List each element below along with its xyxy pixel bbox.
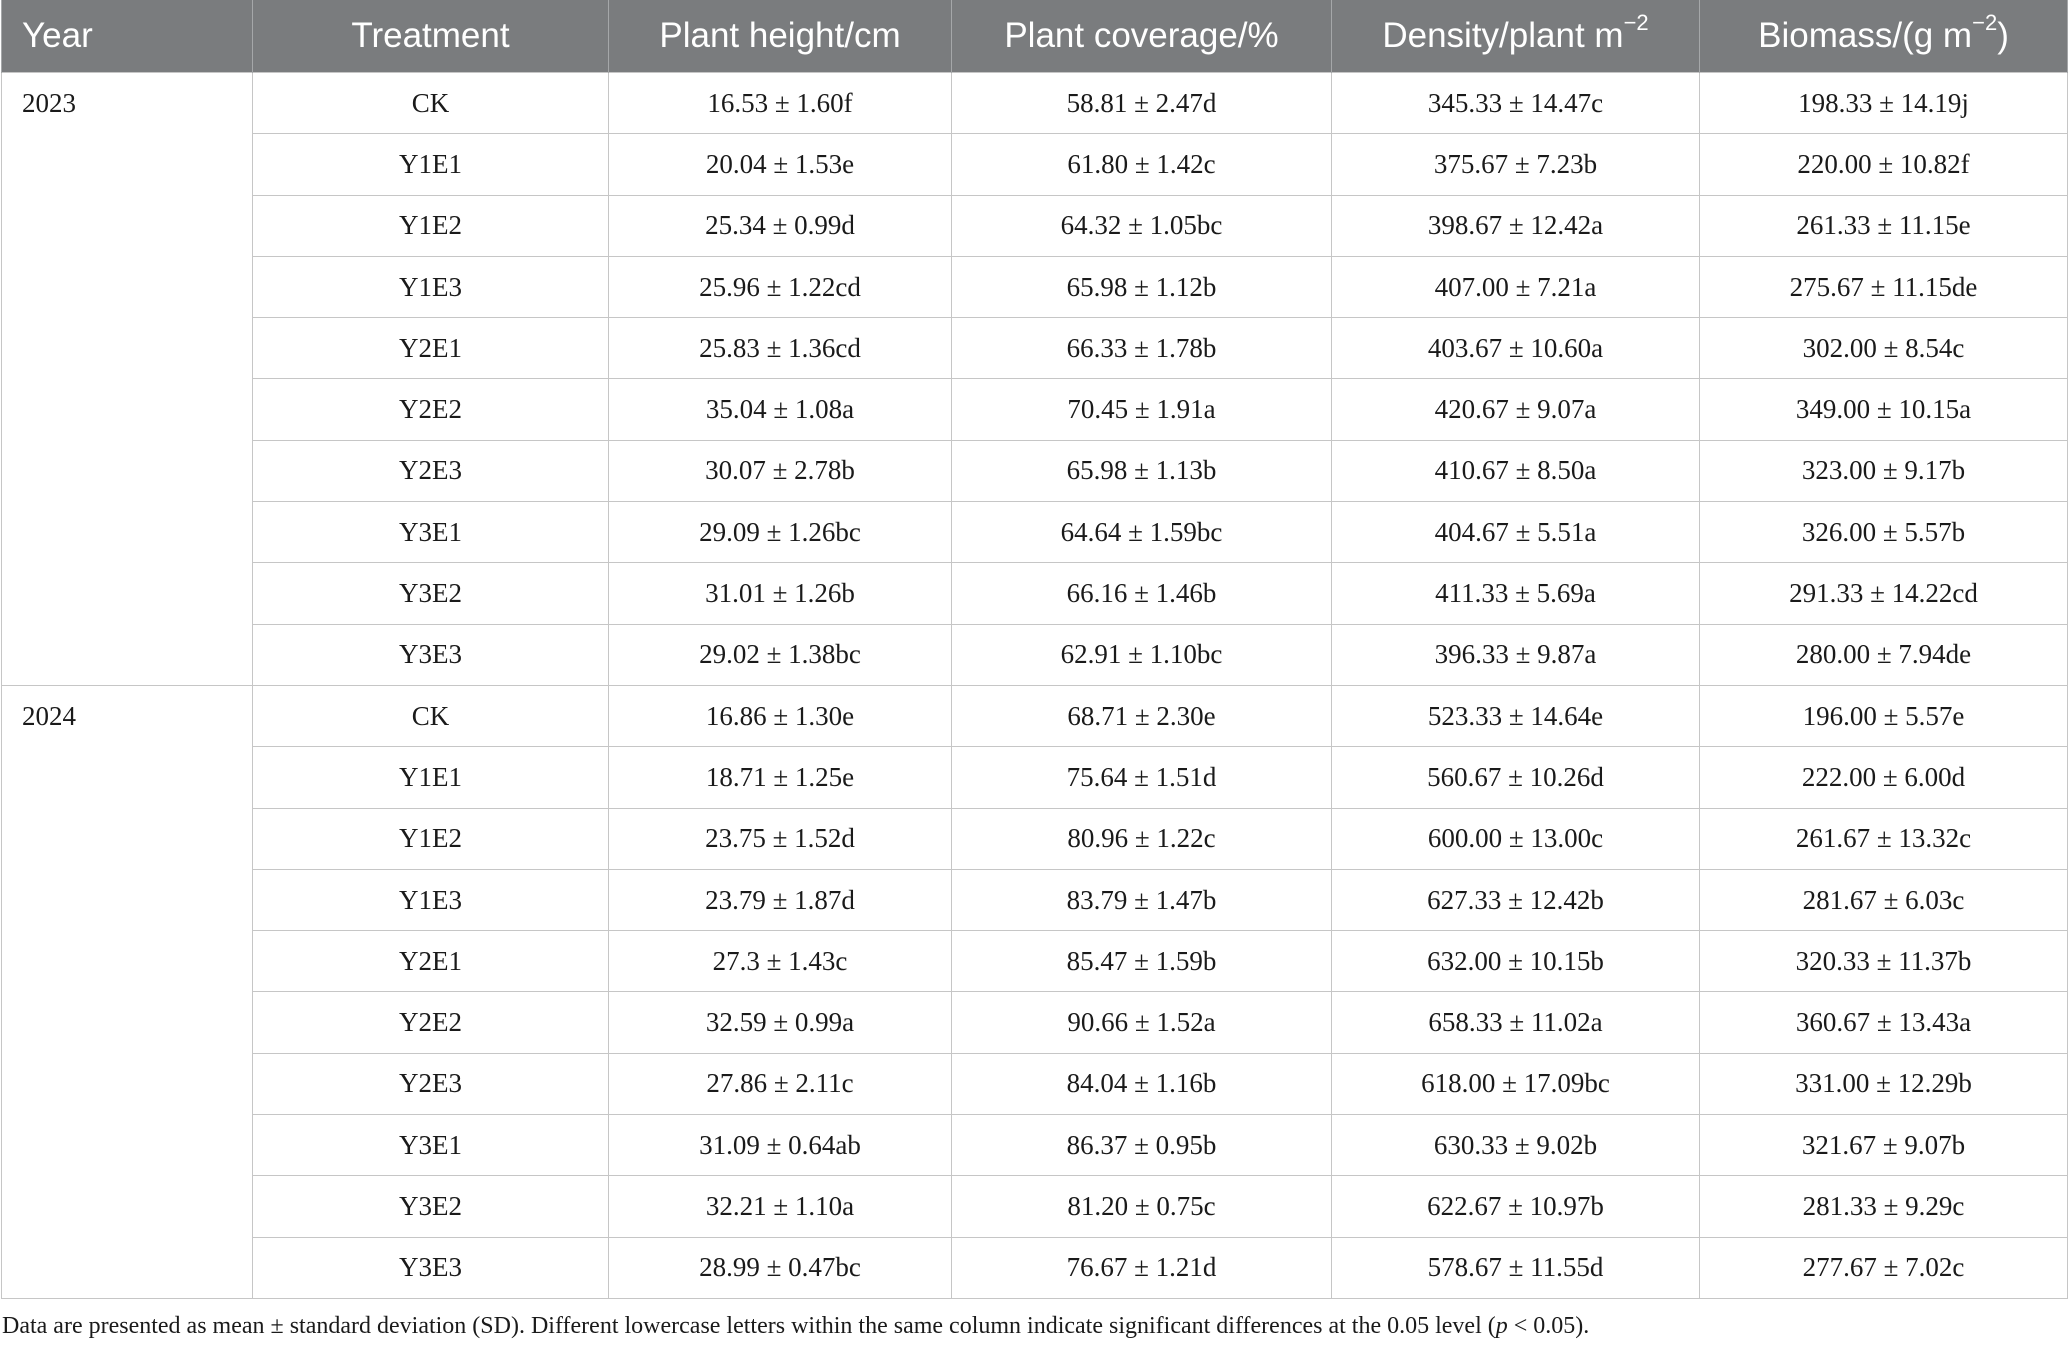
cell-density: 345.33 ± 14.47c <box>1332 73 1700 134</box>
cell-treatment: CK <box>253 685 609 746</box>
cell-treatment: Y1E2 <box>253 808 609 869</box>
cell-treatment: Y1E2 <box>253 195 609 256</box>
table-header <box>2 0 2068 73</box>
cell-plant-coverage: 62.91 ± 1.10bc <box>952 624 1332 685</box>
table-row <box>2 73 2068 134</box>
footnote-p-symbol: p <box>1495 1312 1508 1339</box>
cell-plant-coverage: 65.98 ± 1.13b <box>952 440 1332 501</box>
table-body <box>2 73 2068 1299</box>
cell-plant-coverage: 61.80 ± 1.42c <box>952 134 1332 195</box>
cell-biomass: 275.67 ± 11.15de <box>1700 256 2068 317</box>
cell-treatment: Y2E2 <box>253 379 609 440</box>
cell-plant-height: 35.04 ± 1.08a <box>609 379 952 440</box>
cell-density: 420.67 ± 9.07a <box>1332 379 1700 440</box>
table-row <box>2 1115 2068 1176</box>
cell-density: 403.67 ± 10.60a <box>1332 318 1700 379</box>
cell-treatment: Y3E3 <box>253 624 609 685</box>
header-year: Year <box>2 0 253 73</box>
cell-plant-coverage: 83.79 ± 1.47b <box>952 869 1332 930</box>
cell-treatment: Y3E2 <box>253 563 609 624</box>
cell-density: 627.33 ± 12.42b <box>1332 869 1700 930</box>
table-row <box>2 563 2068 624</box>
cell-density: 658.33 ± 11.02a <box>1332 992 1700 1053</box>
cell-year: 2024 <box>2 685 253 1298</box>
table-row <box>2 624 2068 685</box>
cell-plant-height: 31.01 ± 1.26b <box>609 563 952 624</box>
cell-plant-height: 23.75 ± 1.52d <box>609 808 952 869</box>
cell-plant-height: 30.07 ± 2.78b <box>609 440 952 501</box>
cell-biomass: 326.00 ± 5.57b <box>1700 502 2068 563</box>
header-biomass-label: Biomass/(g m <box>1758 16 1973 55</box>
cell-treatment: Y3E1 <box>253 1115 609 1176</box>
cell-density: 411.33 ± 5.69a <box>1332 563 1700 624</box>
table-row <box>2 869 2068 930</box>
header-plant-coverage: Plant coverage/% <box>952 0 1332 73</box>
header-biomass-exponent: −2 <box>1972 10 1998 36</box>
table-row <box>2 256 2068 317</box>
cell-plant-height: 27.3 ± 1.43c <box>609 931 952 992</box>
cell-biomass: 261.33 ± 11.15e <box>1700 195 2068 256</box>
cell-biomass: 291.33 ± 14.22cd <box>1700 563 2068 624</box>
cell-biomass: 349.00 ± 10.15a <box>1700 379 2068 440</box>
footnote-threshold: < 0.05). <box>1507 1312 1590 1339</box>
cell-plant-height: 28.99 ± 0.47bc <box>609 1237 952 1298</box>
header-biomass <box>1700 0 2068 73</box>
cell-biomass: 331.00 ± 12.29b <box>1700 1053 2068 1114</box>
header-density-label: Density/plant m <box>1382 16 1624 55</box>
table-row <box>2 195 2068 256</box>
cell-plant-coverage: 75.64 ± 1.51d <box>952 747 1332 808</box>
cell-biomass: 261.67 ± 13.32c <box>1700 808 2068 869</box>
cell-density: 410.67 ± 8.50a <box>1332 440 1700 501</box>
cell-plant-height: 16.53 ± 1.60f <box>609 73 952 134</box>
table-row <box>2 747 2068 808</box>
cell-density: 398.67 ± 12.42a <box>1332 195 1700 256</box>
cell-biomass: 281.67 ± 6.03c <box>1700 869 2068 930</box>
footnote-text: Data are presented as mean ± standard deviation (SD). Different lowercase letters within the same column indicate significant differences at the 0.05 level ( <box>2 1312 1496 1339</box>
cell-biomass: 222.00 ± 6.00d <box>1700 747 2068 808</box>
header-density-exponent: −2 <box>1623 10 1649 36</box>
table-footnote <box>2 1313 2068 1340</box>
cell-treatment: Y3E3 <box>253 1237 609 1298</box>
cell-plant-coverage: 81.20 ± 0.75c <box>952 1176 1332 1237</box>
results-table <box>1 0 2068 1299</box>
header-density <box>1332 0 1700 73</box>
cell-density: 578.67 ± 11.55d <box>1332 1237 1700 1298</box>
cell-plant-height: 27.86 ± 2.11c <box>609 1053 952 1114</box>
table-row <box>2 685 2068 746</box>
cell-biomass: 320.33 ± 11.37b <box>1700 931 2068 992</box>
table-row <box>2 440 2068 501</box>
cell-plant-coverage: 66.16 ± 1.46b <box>952 563 1332 624</box>
cell-biomass: 196.00 ± 5.57e <box>1700 685 2068 746</box>
cell-plant-coverage: 66.33 ± 1.78b <box>952 318 1332 379</box>
cell-treatment: Y2E1 <box>253 318 609 379</box>
cell-plant-coverage: 90.66 ± 1.52a <box>952 992 1332 1053</box>
cell-treatment: Y2E3 <box>253 440 609 501</box>
cell-treatment: Y3E2 <box>253 1176 609 1237</box>
cell-density: 632.00 ± 10.15b <box>1332 931 1700 992</box>
cell-treatment: Y1E3 <box>253 869 609 930</box>
cell-plant-coverage: 70.45 ± 1.91a <box>952 379 1332 440</box>
cell-plant-coverage: 58.81 ± 2.47d <box>952 73 1332 134</box>
cell-density: 375.67 ± 7.23b <box>1332 134 1700 195</box>
cell-density: 404.67 ± 5.51a <box>1332 502 1700 563</box>
table-row <box>2 1237 2068 1298</box>
cell-plant-coverage: 84.04 ± 1.16b <box>952 1053 1332 1114</box>
cell-plant-height: 31.09 ± 0.64ab <box>609 1115 952 1176</box>
table-row <box>2 502 2068 563</box>
cell-year: 2023 <box>2 73 253 686</box>
cell-plant-coverage: 65.98 ± 1.12b <box>952 256 1332 317</box>
cell-density: 396.33 ± 9.87a <box>1332 624 1700 685</box>
cell-plant-height: 25.83 ± 1.36cd <box>609 318 952 379</box>
cell-treatment: Y3E1 <box>253 502 609 563</box>
cell-plant-coverage: 64.32 ± 1.05bc <box>952 195 1332 256</box>
cell-plant-height: 29.09 ± 1.26bc <box>609 502 952 563</box>
cell-density: 618.00 ± 17.09bc <box>1332 1053 1700 1114</box>
table-row <box>2 931 2068 992</box>
table-row <box>2 808 2068 869</box>
cell-density: 622.67 ± 10.97b <box>1332 1176 1700 1237</box>
cell-treatment: Y2E3 <box>253 1053 609 1114</box>
cell-biomass: 323.00 ± 9.17b <box>1700 440 2068 501</box>
cell-plant-height: 32.59 ± 0.99a <box>609 992 952 1053</box>
cell-plant-coverage: 68.71 ± 2.30e <box>952 685 1332 746</box>
cell-biomass: 321.67 ± 9.07b <box>1700 1115 2068 1176</box>
cell-biomass: 277.67 ± 7.02c <box>1700 1237 2068 1298</box>
cell-treatment: Y1E1 <box>253 134 609 195</box>
table-row <box>2 318 2068 379</box>
cell-plant-height: 18.71 ± 1.25e <box>609 747 952 808</box>
cell-treatment: Y1E3 <box>253 256 609 317</box>
cell-biomass: 198.33 ± 14.19j <box>1700 73 2068 134</box>
cell-plant-height: 20.04 ± 1.53e <box>609 134 952 195</box>
table-row <box>2 134 2068 195</box>
cell-biomass: 280.00 ± 7.94de <box>1700 624 2068 685</box>
header-biomass-close: ) <box>1997 16 2009 55</box>
cell-plant-coverage: 64.64 ± 1.59bc <box>952 502 1332 563</box>
cell-density: 600.00 ± 13.00c <box>1332 808 1700 869</box>
cell-treatment: CK <box>253 73 609 134</box>
cell-treatment: Y2E1 <box>253 931 609 992</box>
cell-plant-coverage: 76.67 ± 1.21d <box>952 1237 1332 1298</box>
cell-plant-height: 32.21 ± 1.10a <box>609 1176 952 1237</box>
cell-plant-coverage: 85.47 ± 1.59b <box>952 931 1332 992</box>
cell-plant-height: 29.02 ± 1.38bc <box>609 624 952 685</box>
table-row <box>2 1053 2068 1114</box>
table-row <box>2 379 2068 440</box>
cell-plant-height: 25.34 ± 0.99d <box>609 195 952 256</box>
table-row <box>2 992 2068 1053</box>
cell-biomass: 220.00 ± 10.82f <box>1700 134 2068 195</box>
cell-plant-height: 25.96 ± 1.22cd <box>609 256 952 317</box>
cell-density: 630.33 ± 9.02b <box>1332 1115 1700 1176</box>
cell-biomass: 281.33 ± 9.29c <box>1700 1176 2068 1237</box>
cell-biomass: 360.67 ± 13.43a <box>1700 992 2068 1053</box>
header-treatment: Treatment <box>253 0 609 73</box>
cell-plant-height: 23.79 ± 1.87d <box>609 869 952 930</box>
header-plant-height: Plant height/cm <box>609 0 952 73</box>
table-row <box>2 1176 2068 1237</box>
cell-treatment: Y2E2 <box>253 992 609 1053</box>
cell-biomass: 302.00 ± 8.54c <box>1700 318 2068 379</box>
cell-density: 523.33 ± 14.64e <box>1332 685 1700 746</box>
header-row <box>2 0 2068 73</box>
cell-plant-coverage: 86.37 ± 0.95b <box>952 1115 1332 1176</box>
cell-treatment: Y1E1 <box>253 747 609 808</box>
cell-density: 560.67 ± 10.26d <box>1332 747 1700 808</box>
cell-plant-coverage: 80.96 ± 1.22c <box>952 808 1332 869</box>
cell-density: 407.00 ± 7.21a <box>1332 256 1700 317</box>
cell-plant-height: 16.86 ± 1.30e <box>609 685 952 746</box>
